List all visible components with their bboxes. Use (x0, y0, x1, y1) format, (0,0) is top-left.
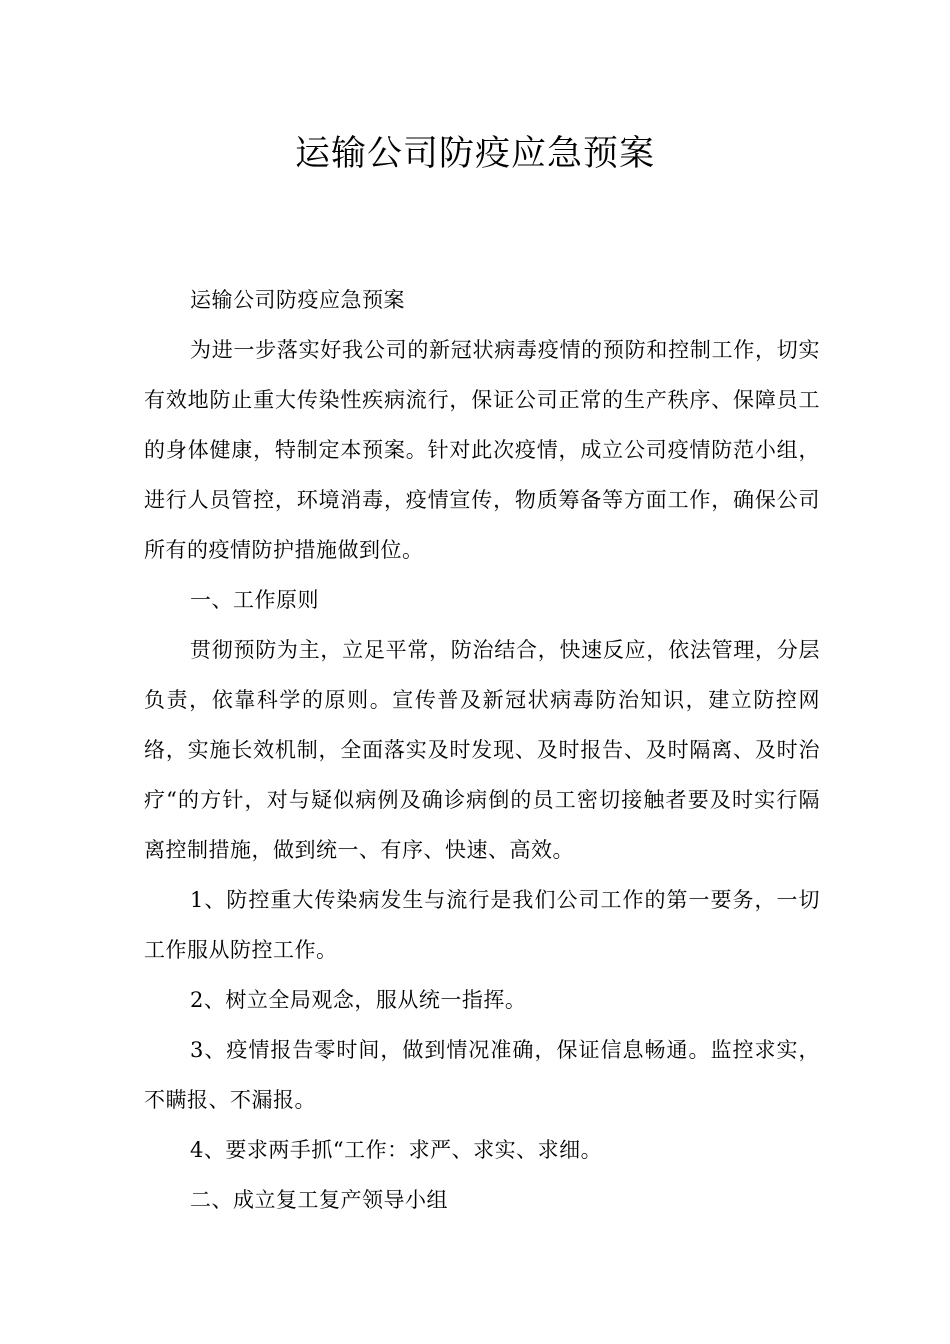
paragraph-principles: 贯彻预防为主，立足平常，防治结合，快速反应，依法管理，分层负责，依靠科学的原则。宣传普及新冠状病毒防治知识，建立防控网络，实施长效机制，全面落实及时发现、及时报告、及时隔离、及时治疗“的方针，对与疑似病例及确诊病倒的员工密切接触者要及时实行隔离控制措施，做到统一、有序、快速、高效。 (144, 638, 820, 862)
list-item-1: 1、防控重大传染病发生与流行是我们公司工作的第一要务，一切工作服从防控工作。 (144, 888, 820, 962)
section-heading-work-principles: 一、工作原则 (190, 588, 319, 612)
document-title: 运输公司防疫应急预案 (294, 134, 655, 174)
list-item-4: 4、要求两手抓“工作：求严、求实、求细。 (190, 1138, 603, 1162)
paragraph-subtitle: 运输公司防疫应急预案 (190, 288, 405, 312)
section-heading-leadership-group: 二、成立复工复产领导小组 (190, 1188, 448, 1212)
paragraph-intro: 为进一步落实好我公司的新冠状病毒疫情的预防和控制工作，切实有效地防止重大传染性疾病流行，保证公司正常的生产秩序、保障员工的身体健康，特制定本预案。针对此次疫情，成立公司疫情防范小组，进行人员管控，环境消毒，疫情宣传，物质筹备等方面工作，确保公司所有的疫情防护措施做到位。 (144, 338, 820, 562)
list-item-3: 3、疫情报告零时间，做到情况准确，保证信息畅通。监控求实，不瞒报、不漏报。 (144, 1038, 820, 1112)
list-item-2: 2、树立全局观念，服从统一指挥。 (190, 988, 527, 1012)
document-body (144, 275, 820, 1225)
